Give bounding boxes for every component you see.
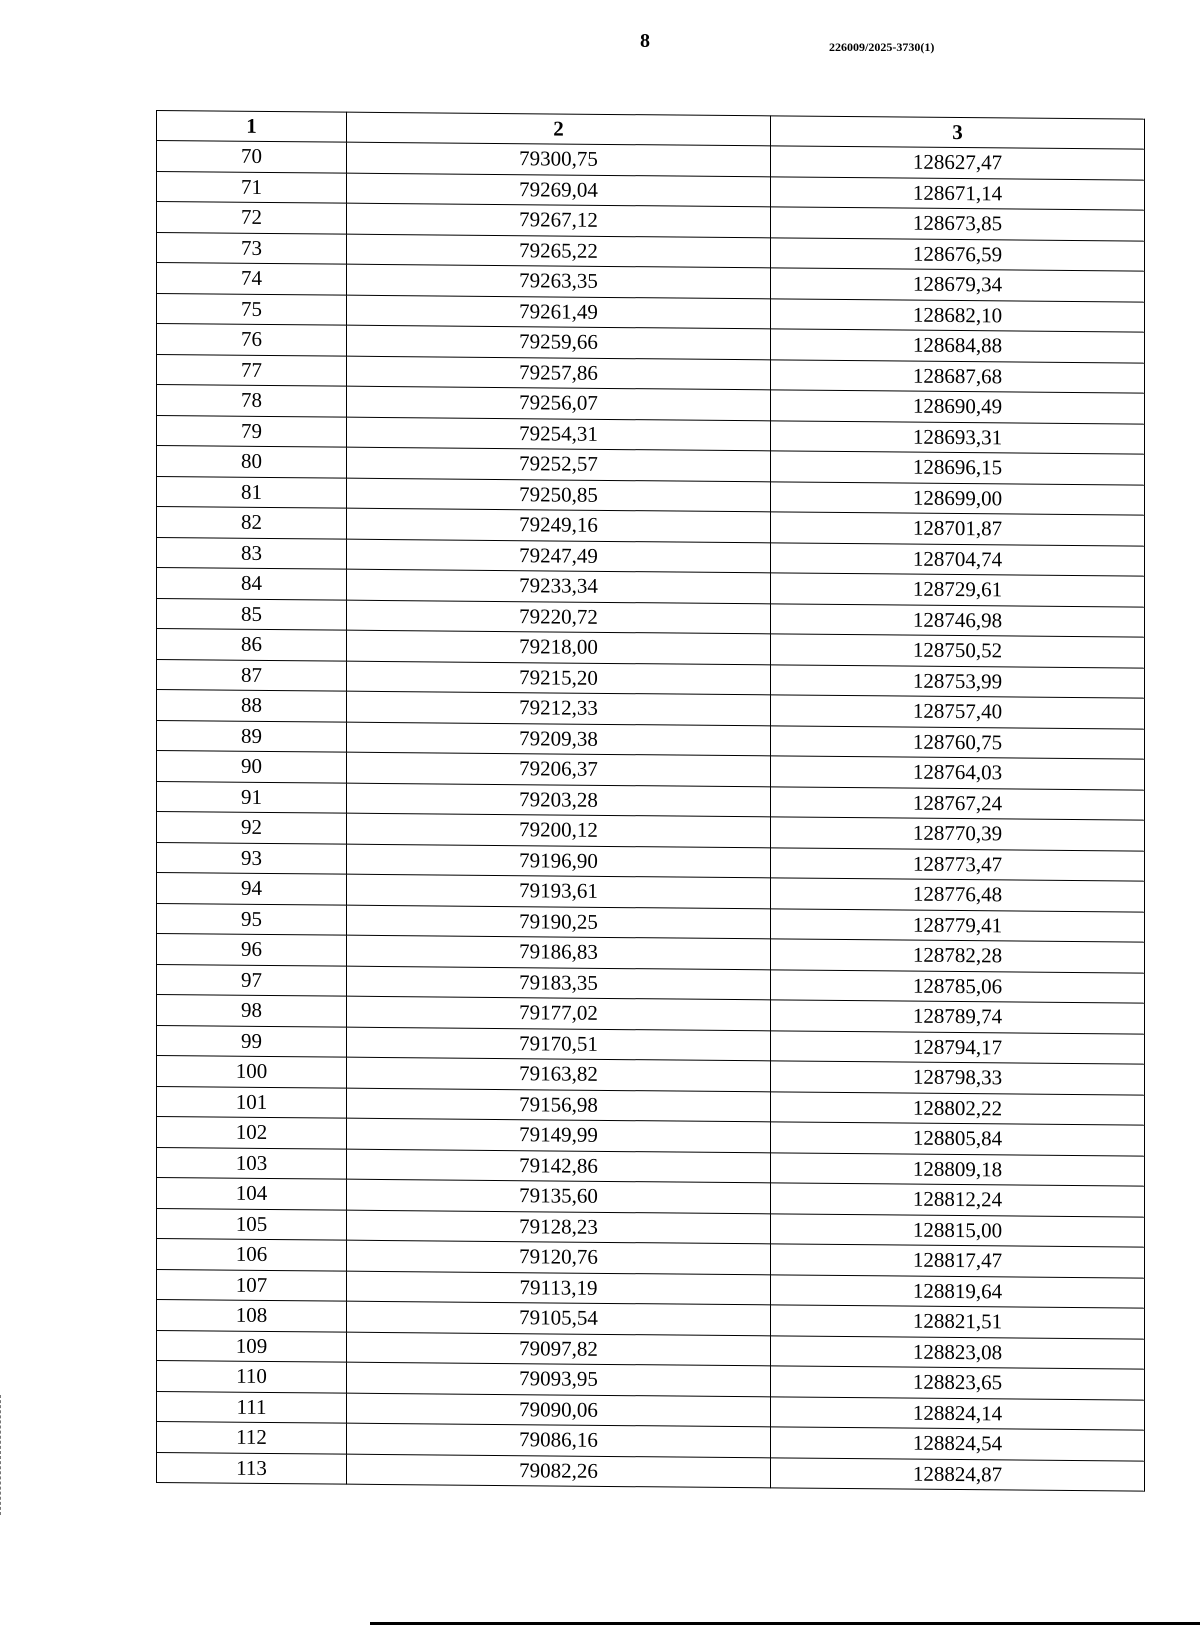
x-coordinate-cell: 79269,04 [347, 173, 771, 207]
x-coordinate-cell: 79120,76 [347, 1240, 771, 1274]
x-coordinate-cell: 79142,86 [347, 1149, 771, 1183]
point-number-cell: 108 [157, 1300, 347, 1332]
x-coordinate-cell: 79177,02 [347, 996, 771, 1030]
y-coordinate-cell: 128671,14 [771, 176, 1145, 210]
point-number-cell: 100 [157, 1056, 347, 1088]
point-number-cell: 77 [157, 354, 347, 386]
point-number-cell: 78 [157, 385, 347, 417]
point-number-cell: 105 [157, 1208, 347, 1240]
point-number-cell: 98 [157, 995, 347, 1027]
point-number-cell: 82 [157, 507, 347, 539]
point-number-cell: 74 [157, 263, 347, 295]
column-header-2: 2 [347, 112, 771, 146]
x-coordinate-cell: 79300,75 [347, 142, 771, 176]
y-coordinate-cell: 128785,06 [771, 969, 1145, 1003]
y-coordinate-cell: 128701,87 [771, 512, 1145, 546]
y-coordinate-cell: 128824,54 [771, 1427, 1145, 1461]
point-number-cell: 87 [157, 659, 347, 691]
y-coordinate-cell: 128802,22 [771, 1091, 1145, 1125]
point-number-cell: 90 [157, 751, 347, 783]
x-coordinate-cell: 79190,25 [347, 905, 771, 939]
table-body [157, 141, 1145, 1492]
y-coordinate-cell: 128693,31 [771, 420, 1145, 454]
point-number-cell: 70 [157, 141, 347, 173]
x-coordinate-cell: 79247,49 [347, 539, 771, 573]
y-coordinate-cell: 128682,10 [771, 298, 1145, 332]
point-number-cell: 99 [157, 1025, 347, 1057]
point-number-cell: 73 [157, 232, 347, 264]
point-number-cell: 110 [157, 1361, 347, 1393]
scan-edge-mark [0, 1395, 2, 1515]
x-coordinate-cell: 79259,66 [347, 325, 771, 359]
y-coordinate-cell: 128673,85 [771, 207, 1145, 241]
x-coordinate-cell: 79105,54 [347, 1301, 771, 1335]
y-coordinate-cell: 128729,61 [771, 573, 1145, 607]
document-reference: 226009/2025-3730(1) [829, 40, 935, 54]
point-number-cell: 106 [157, 1239, 347, 1271]
y-coordinate-cell: 128779,41 [771, 908, 1145, 942]
y-coordinate-cell: 128817,47 [771, 1244, 1145, 1278]
point-number-cell: 89 [157, 720, 347, 752]
x-coordinate-cell: 79212,33 [347, 691, 771, 725]
y-coordinate-cell: 128770,39 [771, 817, 1145, 851]
point-number-cell: 103 [157, 1147, 347, 1179]
x-coordinate-cell: 79093,95 [347, 1362, 771, 1396]
y-coordinate-cell: 128812,24 [771, 1183, 1145, 1217]
y-coordinate-cell: 128676,59 [771, 237, 1145, 271]
point-number-cell: 94 [157, 873, 347, 905]
point-number-cell: 86 [157, 629, 347, 661]
point-number-cell: 97 [157, 964, 347, 996]
x-coordinate-cell: 79170,51 [347, 1027, 771, 1061]
y-coordinate-cell: 128690,49 [771, 390, 1145, 424]
point-number-cell: 112 [157, 1422, 347, 1454]
x-coordinate-cell: 79220,72 [347, 600, 771, 634]
x-coordinate-cell: 79082,26 [347, 1454, 771, 1488]
x-coordinate-cell: 79097,82 [347, 1332, 771, 1366]
x-coordinate-cell: 79196,90 [347, 844, 771, 878]
y-coordinate-cell: 128824,87 [771, 1457, 1145, 1491]
y-coordinate-cell: 128798,33 [771, 1061, 1145, 1095]
x-coordinate-cell: 79128,23 [347, 1210, 771, 1244]
y-coordinate-cell: 128764,03 [771, 756, 1145, 790]
column-header-3: 3 [771, 116, 1145, 149]
point-number-cell: 75 [157, 293, 347, 325]
coordinates-table [156, 110, 1145, 1492]
y-coordinate-cell: 128750,52 [771, 634, 1145, 668]
x-coordinate-cell: 79249,16 [347, 508, 771, 542]
point-number-cell: 71 [157, 171, 347, 203]
x-coordinate-cell: 79209,38 [347, 722, 771, 756]
point-number-cell: 91 [157, 781, 347, 813]
y-coordinate-cell: 128773,47 [771, 847, 1145, 881]
point-number-cell: 84 [157, 568, 347, 600]
point-number-cell: 76 [157, 324, 347, 356]
point-number-cell: 92 [157, 812, 347, 844]
point-number-cell: 113 [157, 1452, 347, 1484]
y-coordinate-cell: 128809,18 [771, 1152, 1145, 1186]
point-number-cell: 83 [157, 537, 347, 569]
y-coordinate-cell: 128805,84 [771, 1122, 1145, 1156]
x-coordinate-cell: 79265,22 [347, 234, 771, 268]
x-coordinate-cell: 79257,86 [347, 356, 771, 390]
x-coordinate-cell: 79256,07 [347, 386, 771, 420]
x-coordinate-cell: 79263,35 [347, 264, 771, 298]
x-coordinate-cell: 79218,00 [347, 630, 771, 664]
x-coordinate-cell: 79186,83 [347, 935, 771, 969]
point-number-cell: 80 [157, 446, 347, 478]
x-coordinate-cell: 79193,61 [347, 874, 771, 908]
y-coordinate-cell: 128687,68 [771, 359, 1145, 393]
x-coordinate-cell: 79254,31 [347, 417, 771, 451]
point-number-cell: 101 [157, 1086, 347, 1118]
point-number-cell: 96 [157, 934, 347, 966]
y-coordinate-cell: 128789,74 [771, 1000, 1145, 1034]
y-coordinate-cell: 128767,24 [771, 786, 1145, 820]
y-coordinate-cell: 128776,48 [771, 878, 1145, 912]
page-number: 8 [640, 30, 650, 52]
y-coordinate-cell: 128684,88 [771, 329, 1145, 363]
y-coordinate-cell: 128627,47 [771, 146, 1145, 180]
point-number-cell: 102 [157, 1117, 347, 1149]
y-coordinate-cell: 128782,28 [771, 939, 1145, 973]
y-coordinate-cell: 128815,00 [771, 1213, 1145, 1247]
y-coordinate-cell: 128819,64 [771, 1274, 1145, 1308]
point-number-cell: 111 [157, 1391, 347, 1423]
point-number-cell: 81 [157, 476, 347, 508]
point-number-cell: 93 [157, 842, 347, 874]
x-coordinate-cell: 79233,34 [347, 569, 771, 603]
point-number-cell: 107 [157, 1269, 347, 1301]
x-coordinate-cell: 79086,16 [347, 1423, 771, 1457]
x-coordinate-cell: 79113,19 [347, 1271, 771, 1305]
point-number-cell: 72 [157, 202, 347, 234]
x-coordinate-cell: 79200,12 [347, 813, 771, 847]
y-coordinate-cell: 128699,00 [771, 481, 1145, 515]
y-coordinate-cell: 128821,51 [771, 1305, 1145, 1339]
y-coordinate-cell: 128823,08 [771, 1335, 1145, 1369]
point-number-cell: 88 [157, 690, 347, 722]
y-coordinate-cell: 128794,17 [771, 1030, 1145, 1064]
x-coordinate-cell: 79267,12 [347, 203, 771, 237]
y-coordinate-cell: 128760,75 [771, 725, 1145, 759]
y-coordinate-cell: 128824,14 [771, 1396, 1145, 1430]
y-coordinate-cell: 128746,98 [771, 603, 1145, 637]
y-coordinate-cell: 128753,99 [771, 664, 1145, 698]
x-coordinate-cell: 79252,57 [347, 447, 771, 481]
y-coordinate-cell: 128679,34 [771, 268, 1145, 302]
x-coordinate-cell: 79250,85 [347, 478, 771, 512]
x-coordinate-cell: 79156,98 [347, 1088, 771, 1122]
x-coordinate-cell: 79183,35 [347, 966, 771, 1000]
x-coordinate-cell: 79215,20 [347, 661, 771, 695]
x-coordinate-cell: 79261,49 [347, 295, 771, 329]
y-coordinate-cell: 128757,40 [771, 695, 1145, 729]
point-number-cell: 104 [157, 1178, 347, 1210]
column-header-1: 1 [157, 111, 347, 143]
x-coordinate-cell: 79206,37 [347, 752, 771, 786]
point-number-cell: 79 [157, 415, 347, 447]
y-coordinate-cell: 128704,74 [771, 542, 1145, 576]
y-coordinate-cell: 128823,65 [771, 1366, 1145, 1400]
point-number-cell: 85 [157, 598, 347, 630]
x-coordinate-cell: 79090,06 [347, 1393, 771, 1427]
x-coordinate-cell: 79203,28 [347, 783, 771, 817]
y-coordinate-cell: 128696,15 [771, 451, 1145, 485]
x-coordinate-cell: 79135,60 [347, 1179, 771, 1213]
x-coordinate-cell: 79149,99 [347, 1118, 771, 1152]
point-number-cell: 95 [157, 903, 347, 935]
x-coordinate-cell: 79163,82 [347, 1057, 771, 1091]
point-number-cell: 109 [157, 1330, 347, 1362]
